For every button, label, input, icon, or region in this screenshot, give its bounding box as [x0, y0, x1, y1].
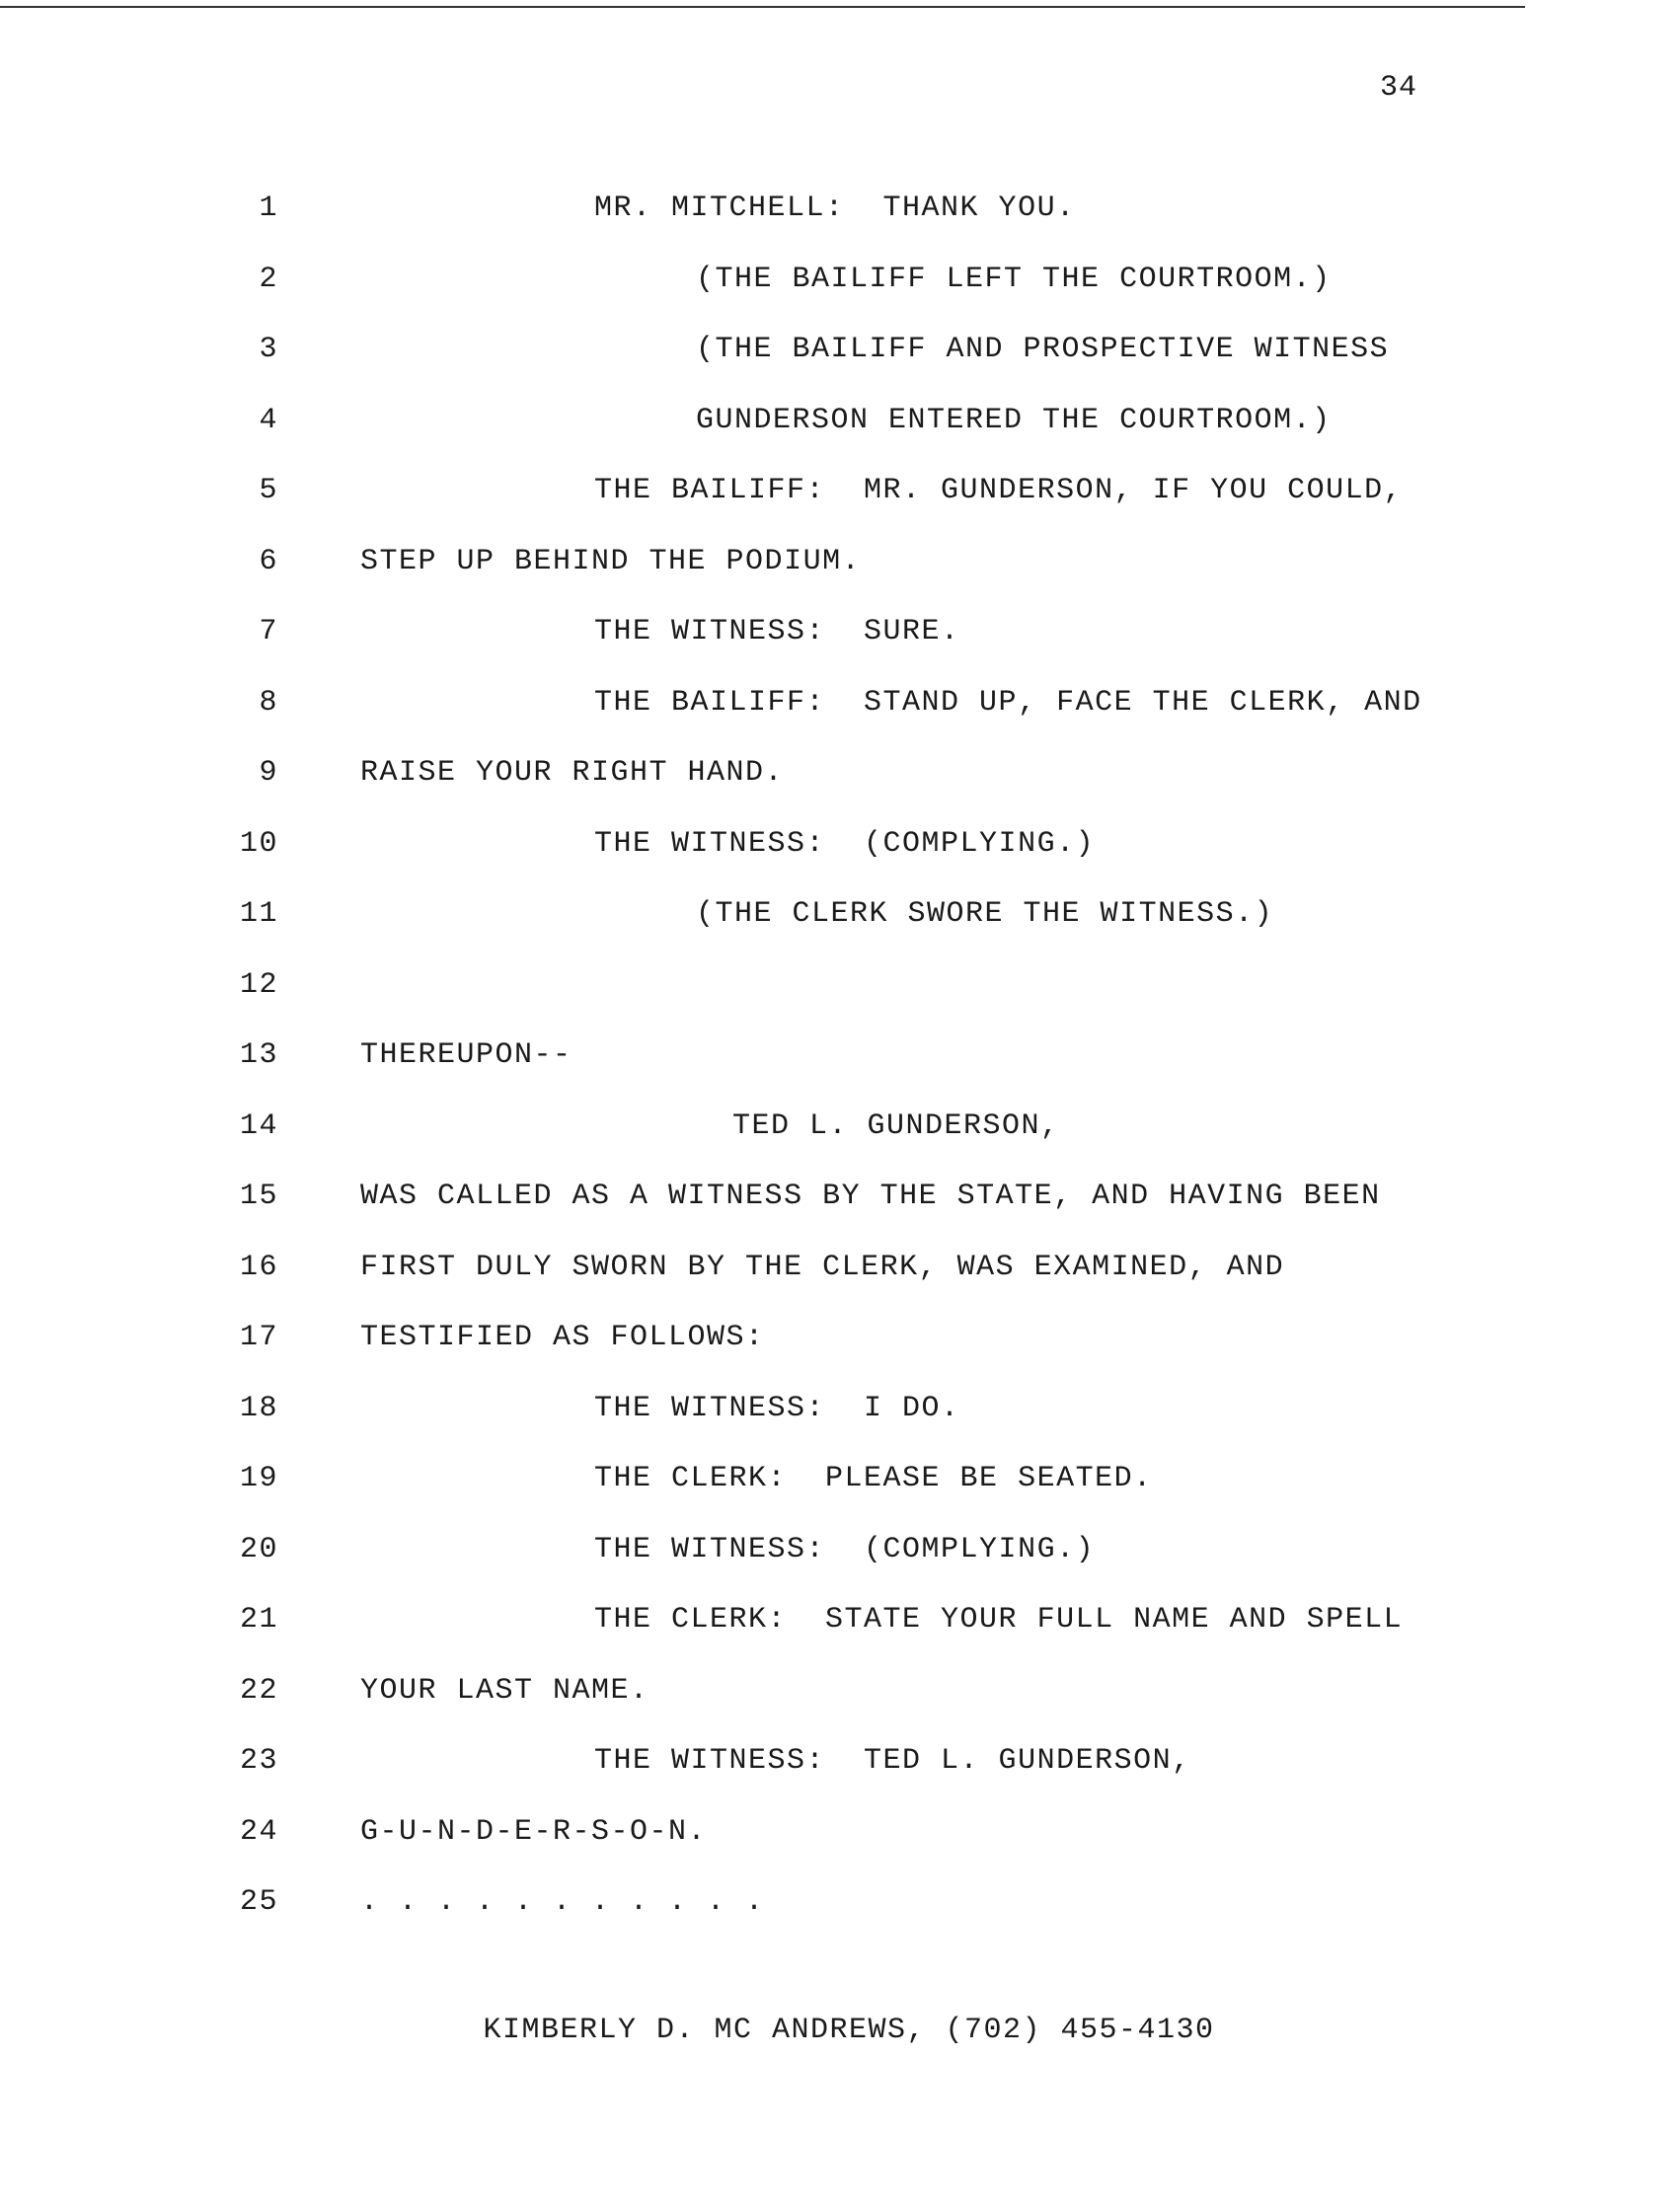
line-number: 12 — [239, 967, 278, 1002]
line-number: 14 — [239, 1108, 278, 1143]
line-number: 21 — [239, 1603, 278, 1637]
transcript-line — [0, 1021, 1678, 1092]
transcript-line — [0, 1868, 1678, 1939]
line-number: 19 — [239, 1462, 278, 1495]
transcript-line — [0, 1233, 1678, 1304]
line-number: 4 — [259, 403, 278, 437]
transcript-line — [0, 1585, 1678, 1656]
line-text: THE WITNESS: (COMPLYING.) — [594, 826, 1096, 861]
transcript-line — [0, 1656, 1678, 1727]
transcript-line — [0, 668, 1678, 739]
line-text: THE CLERK: PLEASE BE SEATED. — [594, 1462, 1153, 1495]
line-text: GUNDERSON ENTERED THE COURTROOM.) — [696, 403, 1332, 437]
line-number: 11 — [239, 897, 278, 931]
court-reporter-credit: KIMBERLY D. MC ANDREWS, (702) 455-4130 — [483, 2014, 1215, 2047]
transcript-line — [0, 386, 1678, 457]
line-number: 9 — [259, 756, 278, 790]
line-number: 18 — [239, 1391, 278, 1425]
line-number: 17 — [239, 1321, 278, 1354]
transcript-line — [0, 951, 1678, 1022]
transcript-line — [0, 456, 1678, 527]
line-text: (THE BAILIFF LEFT THE COURTROOM.) — [696, 262, 1332, 296]
line-text: THE WITNESS: TED L. GUNDERSON, — [594, 1744, 1191, 1778]
line-text: THE WITNESS: I DO. — [594, 1391, 960, 1425]
line-text: TESTIFIED AS FOLLOWS: — [360, 1321, 765, 1354]
page-number: 34 — [1380, 71, 1418, 105]
line-text: THE BAILIFF: STAND UP, FACE THE CLERK, AND — [594, 685, 1422, 720]
line-text: G-U-N-D-E-R-S-O-N. — [360, 1814, 708, 1849]
line-text: FIRST DULY SWORN BY THE CLERK, WAS EXAMINED, AND — [360, 1250, 1285, 1284]
transcript-line — [0, 527, 1678, 598]
line-number: 16 — [239, 1250, 278, 1284]
line-number: 8 — [259, 685, 278, 720]
line-number: 13 — [239, 1038, 278, 1072]
line-number: 10 — [239, 826, 278, 861]
transcript-line — [0, 315, 1678, 386]
line-number: 20 — [239, 1532, 278, 1566]
line-number: 3 — [259, 333, 278, 366]
transcript-line — [0, 1726, 1678, 1797]
line-number: 25 — [239, 1885, 278, 1919]
transcript-line — [0, 1303, 1678, 1374]
line-text: (THE BAILIFF AND PROSPECTIVE WITNESS — [696, 333, 1390, 366]
top-rule — [0, 6, 1525, 8]
transcript-line — [0, 597, 1678, 668]
transcript-line — [0, 1515, 1678, 1586]
transcript-line — [0, 1444, 1678, 1515]
footer — [0, 2014, 1678, 2047]
line-text: RAISE YOUR RIGHT HAND. — [360, 756, 785, 790]
transcript-line — [0, 1797, 1678, 1869]
line-text: THE WITNESS: (COMPLYING.) — [594, 1532, 1096, 1566]
line-number: 15 — [239, 1180, 278, 1213]
line-number: 7 — [259, 615, 278, 648]
transcript-line — [0, 1092, 1678, 1163]
line-number: 23 — [239, 1744, 278, 1778]
transcript-line — [0, 738, 1678, 809]
line-text: . . . . . . . . . . . — [360, 1885, 765, 1919]
line-text: WAS CALLED AS A WITNESS BY THE STATE, AND HAVING BEEN — [360, 1180, 1381, 1213]
transcript-line — [0, 245, 1678, 316]
line-text: THE BAILIFF: MR. GUNDERSON, IF YOU COULD, — [594, 474, 1404, 507]
transcript-line — [0, 174, 1678, 245]
line-number: 5 — [259, 474, 278, 507]
line-number: 1 — [259, 191, 278, 225]
line-number: 22 — [239, 1673, 278, 1708]
line-text: (THE CLERK SWORE THE WITNESS.) — [696, 897, 1274, 931]
transcript-line — [0, 879, 1678, 951]
transcript-body — [0, 174, 1678, 1939]
line-text: STEP UP BEHIND THE PODIUM. — [360, 544, 862, 578]
transcript-line — [0, 1374, 1678, 1445]
line-text: MR. MITCHELL: THANK YOU. — [594, 191, 1076, 225]
line-text: YOUR LAST NAME. — [360, 1673, 649, 1708]
line-text: THE CLERK: STATE YOUR FULL NAME AND SPELL — [594, 1603, 1404, 1637]
line-text: TED L. GUNDERSON, — [732, 1108, 1060, 1143]
line-number: 2 — [259, 262, 278, 296]
transcript-line — [0, 1162, 1678, 1233]
line-number: 6 — [259, 544, 278, 578]
line-text: THEREUPON-- — [360, 1038, 572, 1072]
line-text: THE WITNESS: SURE. — [594, 615, 960, 648]
line-number: 24 — [239, 1814, 278, 1849]
transcript-line — [0, 809, 1678, 880]
